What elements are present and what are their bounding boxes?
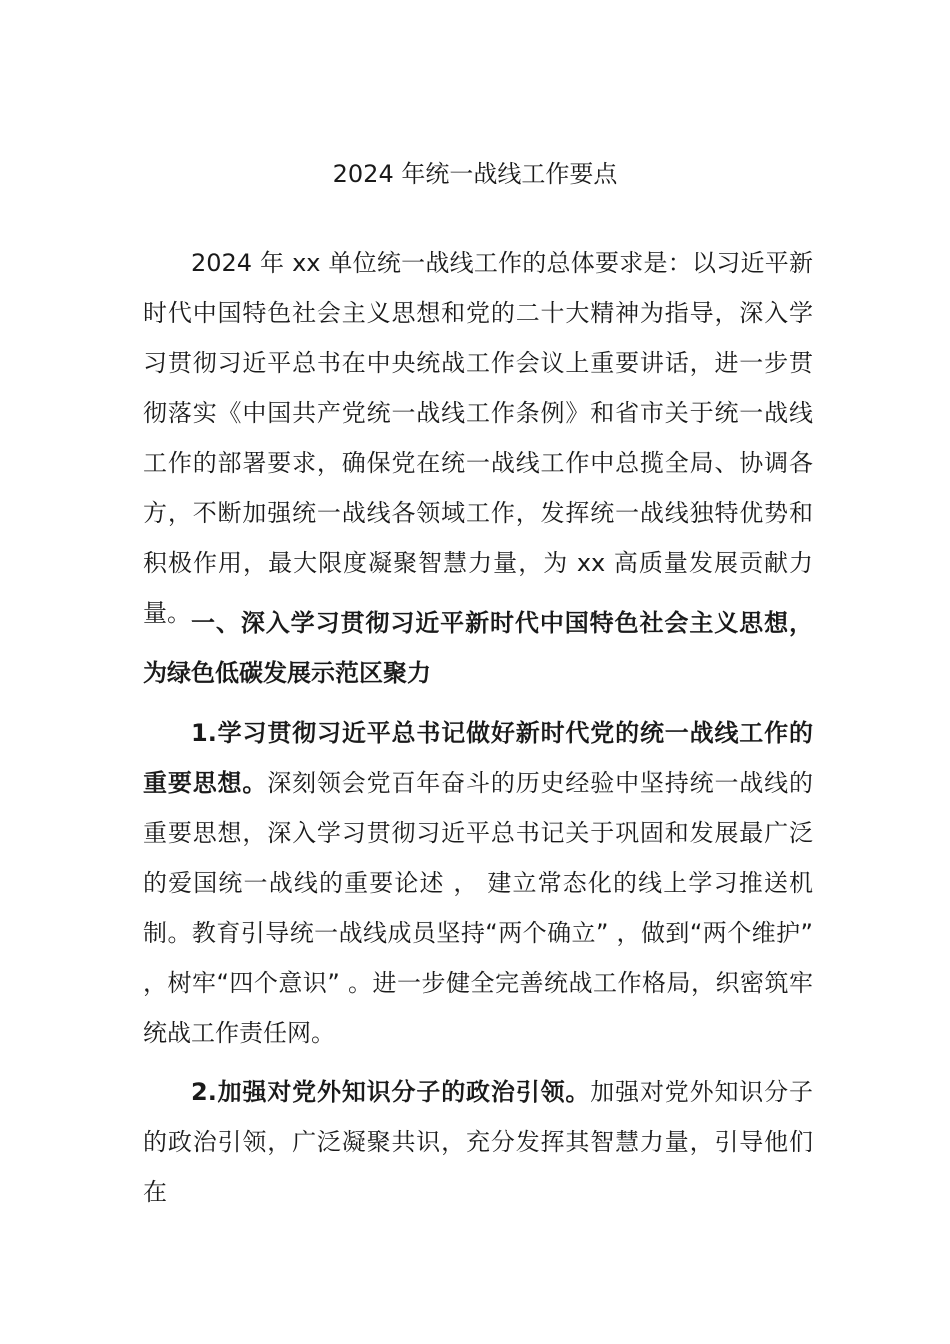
item-1-paragraph — [143, 708, 813, 1058]
item-1-heading: 1.学习贯彻习近平总书记做好新时代党的统一战线工作的重要思想。 — [143, 719, 813, 797]
item-2-body: 加强对党外知识分子的政治引领，广泛凝聚共识，充分发挥其智慧力量，引导他们在 — [143, 1078, 813, 1206]
section-heading-1: 一、深入学习贯彻习近平新时代中国特色社会主义思想，为绿色低碳发展示范区聚力 — [143, 609, 813, 687]
document-title: 2024 年统一战线工作要点 — [332, 160, 618, 188]
intro-paragraph: 2024 年 xx 单位统一战线工作的总体要求是：以习近平新时代中国特色社会主义思想和党的二十大精神为指导，深入学习贯彻习近平总书在中央统战工作会议上重要讲话，进一步贯彻落实《中国共产党统一战线工作条例》和省市关于统一战线工作的部署要求，确保党在统一战线工作中总揽全局、协调各方，不断加强统一战线各领域工作，发挥统一战线独特优势和积极作用，最大限度凝聚智慧力量，为 xx 高质量发展贡献力量。 — [143, 249, 813, 627]
item-1-body: 深刻领会党百年奋斗的历史经验中坚持统一战线的重要思想，深入学习贯彻习近平总书记关于巩固和发展最广泛的爱国统一战线的重要论述 ， 建立常态化的线上学习推送机制。教育引导统一战线成员坚持“两个确立” ，做到“两个维护” ，树牢“四个意识” 。进一步健全完善统战工作格局，织密筑牢统战工作责任网。 — [143, 769, 814, 1047]
item-2-heading: 2.加强对党外知识分子的政治引领。 — [191, 1078, 591, 1106]
item-2-paragraph — [143, 1067, 813, 1217]
